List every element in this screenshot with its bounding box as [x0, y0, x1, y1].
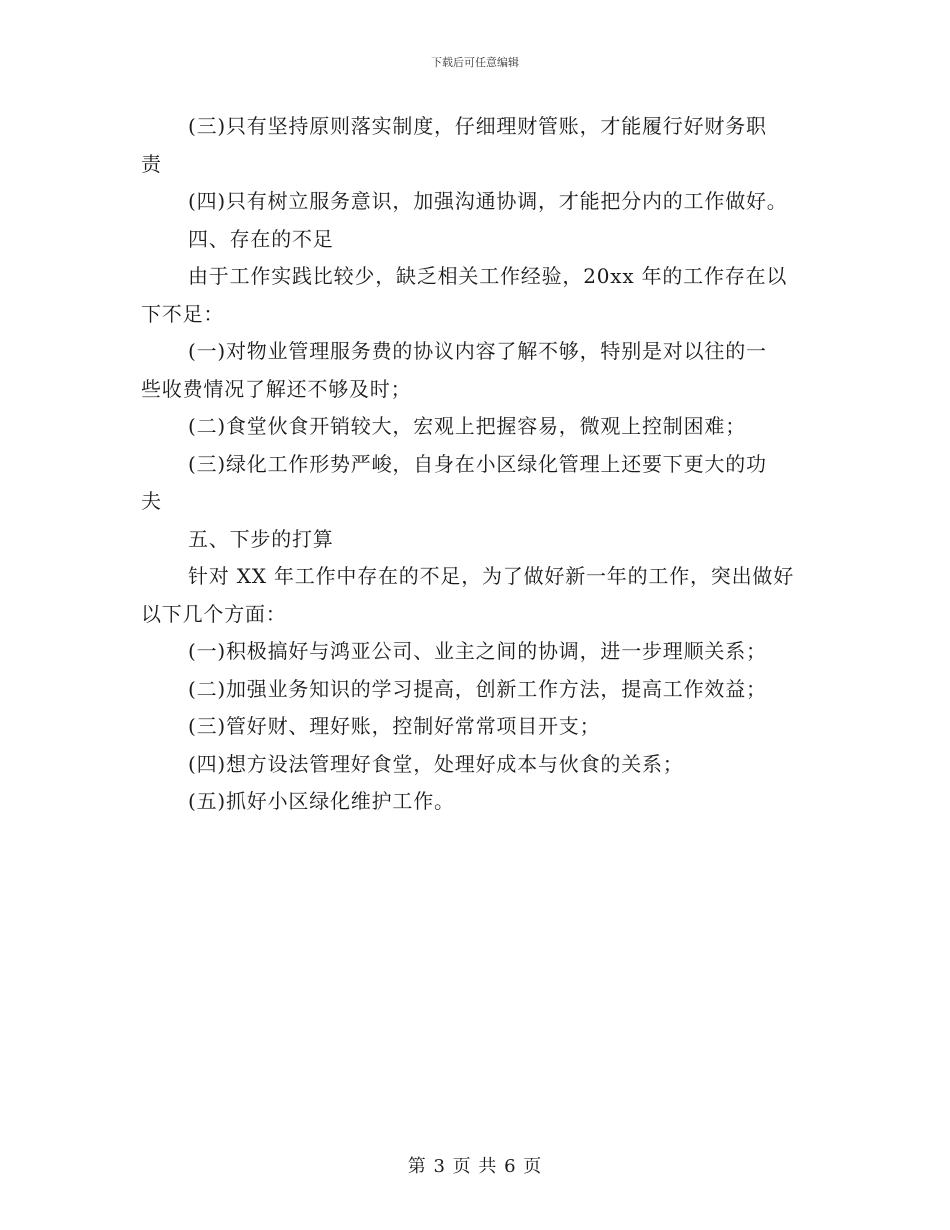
- paragraph-line: 些收费情况了解还不够及时；: [141, 376, 412, 401]
- paragraph-line: 下不足：: [141, 301, 225, 326]
- list-item: (一)积极搞好与鸿亚公司、业主之间的协调，进一步理顺关系；: [188, 639, 767, 663]
- list-item: (四)想方设法管理好食堂，处理好成本与伙食的关系；: [188, 751, 684, 776]
- section-heading: 四、存在的不足: [188, 226, 334, 251]
- paragraph-line: (四)只有树立服务意识，加强沟通协调，才能把分内的工作做好。: [188, 189, 788, 213]
- paragraph-line: 以下几个方面：: [141, 601, 287, 626]
- list-item: (二)食堂伙食开销较大，宏观上把握容易，微观上控制困难；: [188, 414, 747, 438]
- list-item: (五)抓好小区绿化维护工作。: [188, 789, 455, 813]
- paragraph-line: 由于工作实践比较少，缺乏相关工作经验，20xx 年的工作存在以: [188, 264, 788, 288]
- list-item: (三)绿化工作形势严峻，自身在小区绿化管理上还要下更大的功: [188, 451, 767, 476]
- list-item: (三)管好财、理好账，控制好常常项目开支；: [188, 714, 601, 738]
- page-number: 第 3 页 共 6 页: [407, 1156, 543, 1177]
- paragraph-line: 责: [141, 151, 162, 176]
- paragraph-line: 针对 XX 年工作中存在的不足，为了做好新一年的工作，突出做好: [188, 564, 794, 588]
- section-heading: 五、下步的打算: [188, 526, 334, 551]
- document-body: [141, 108, 821, 821]
- list-item: (二)加强业务知识的学习提高，创新工作方法，提高工作效益；: [188, 676, 767, 701]
- paragraph-line: 夫: [141, 489, 162, 513]
- list-item: (一)对物业管理服务费的协议内容了解不够，特别是对以往的一: [188, 339, 767, 363]
- page-header: 下载后可任意编辑: [431, 56, 519, 69]
- paragraph-line: (三)只有坚持原则落实制度，仔细理财管账，才能履行好财务职: [188, 114, 767, 138]
